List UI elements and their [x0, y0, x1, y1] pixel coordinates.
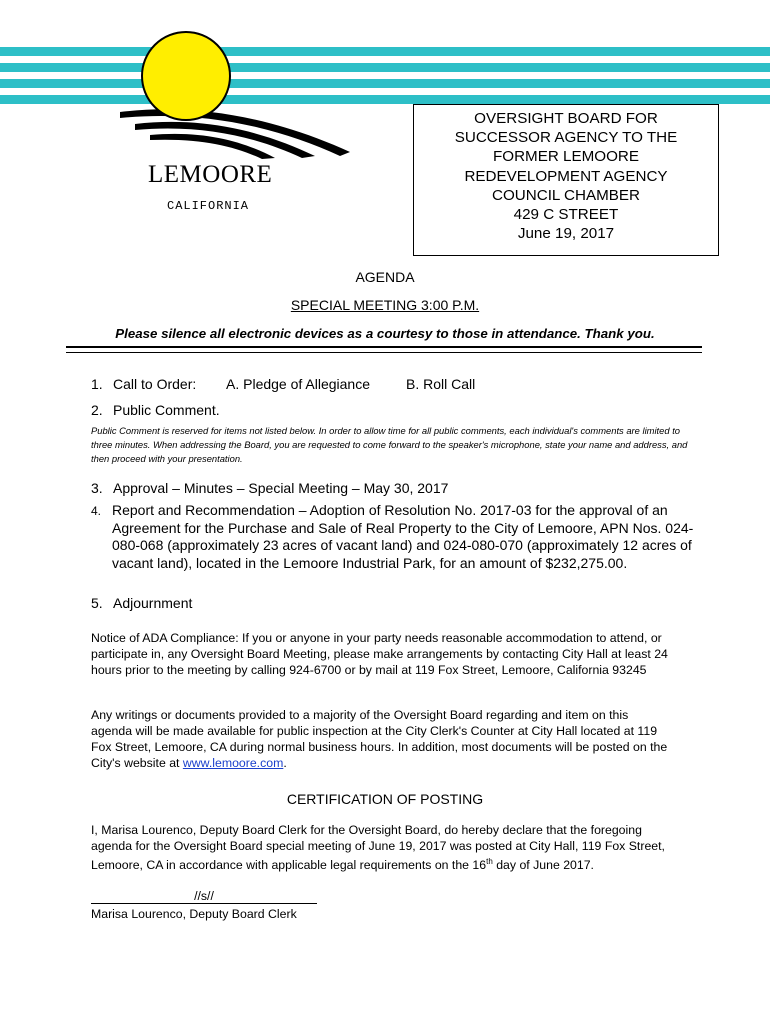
logo-subtitle: CALIFORNIA — [167, 199, 250, 213]
item-1a: A. Pledge of Allegiance — [226, 376, 370, 392]
item-5-number: 5. — [91, 595, 103, 611]
certification-body: I, Marisa Lourenco, Deputy Board Clerk for the Oversight Board, do hereby declare that the foregoing agenda for the Oversight Board special meeting of June 19, 2017 was posted at City Hall, 119 Fox Street, Lemoore, CA in accordance with applicable legal requirements on the 16 — [91, 823, 665, 873]
board-line: SUCCESSOR AGENCY TO THE — [454, 129, 678, 147]
logo-stripes — [0, 47, 770, 104]
writings-paragraph — [91, 707, 671, 771]
board-line: COUNCIL CHAMBER — [492, 186, 640, 204]
logo-name: LEMOORE — [148, 161, 273, 188]
ordinal-suffix: th — [486, 857, 493, 866]
board-line: OVERSIGHT BOARD FOR — [474, 110, 658, 127]
signature-line — [91, 889, 317, 904]
board-line: FORMER LEMOORE — [493, 148, 639, 166]
item-3-label: Approval – Minutes – Special Meeting – May 30, 2017 — [113, 480, 449, 496]
board-line: 429 C STREET — [513, 206, 619, 224]
item-1-number: 1. — [91, 376, 103, 392]
ada-notice: Notice of ADA Compliance: If you or anyone in your party needs reasonable accommodation to attend, or participate in, any Oversight Board Meeting, please make arrangements by contacting City Hall at least 24 hours prior to the meeting by calling 924-6700 or by mail at 119 Fox Street, Lemoore, California 93245 — [91, 631, 668, 677]
item-2-number: 2. — [91, 402, 103, 418]
logo-road-lines — [120, 109, 350, 159]
certification-end: day of June 2017. — [492, 858, 594, 873]
item-3-number: 3. — [91, 480, 103, 496]
certification-title: CERTIFICATION OF POSTING — [286, 791, 484, 807]
board-line: REDEVELOPMENT AGENCY — [464, 167, 668, 185]
board-line: June 19, 2017 — [517, 225, 615, 243]
item-2-label: Public Comment. — [113, 402, 220, 418]
item-5-label: Adjournment — [113, 595, 193, 611]
agenda-title: AGENDA — [355, 269, 415, 285]
writings-end: . — [283, 756, 287, 770]
item-1b: B. Roll Call — [406, 376, 476, 392]
meeting-heading: SPECIAL MEETING 3:00 P.M. — [290, 297, 480, 313]
certification-text — [91, 822, 671, 873]
public-comment-note: Public Comment is reserved for items not listed below. In order to allow time for all public comments, each individual's comments are limited to three minutes. When addressing the Board, you are requested to come forward to the speaker's microphone, state your name and address, and then proceed with your presentation. — [91, 425, 688, 465]
signature: //s// — [194, 889, 214, 903]
signer-name: Marisa Lourenco, Deputy Board Clerk — [91, 907, 297, 921]
logo-sun — [142, 32, 230, 120]
writings-text: Any writings or documents provided to a majority of the Oversight Board regarding and item on this agenda will be made available for public inspection at the City Clerk's Counter at City Hall located at 119 Fox Street, Lemoore, CA during normal business hours. In addition, most documents will be posted on the City's website at — [91, 708, 668, 770]
item-4-label: Report and Recommendation – Adoption of Resolution No. 2017-03 for the approval of an Agreement for the Purchase and Sale of Real Property to the City of Lemoore, APN Nos. 024-080-068 (approximately 23 acres of vacant land) and 024-080-070 (approximately 12 acres of vacant land), located in the Lemoore Industrial Park, for an amount of $232,275.00. — [112, 502, 694, 571]
item-4-number: 4. — [91, 504, 102, 518]
board-info-box — [413, 104, 719, 256]
website-link[interactable]: www.lemoore.com — [182, 756, 284, 770]
item-1-label: Call to Order: — [113, 376, 197, 392]
divider-rule — [66, 346, 702, 348]
divider-rule — [66, 352, 702, 353]
silence-notice: Please silence all electronic devices as a courtesy to those in attendance. Thank you. — [115, 326, 655, 341]
